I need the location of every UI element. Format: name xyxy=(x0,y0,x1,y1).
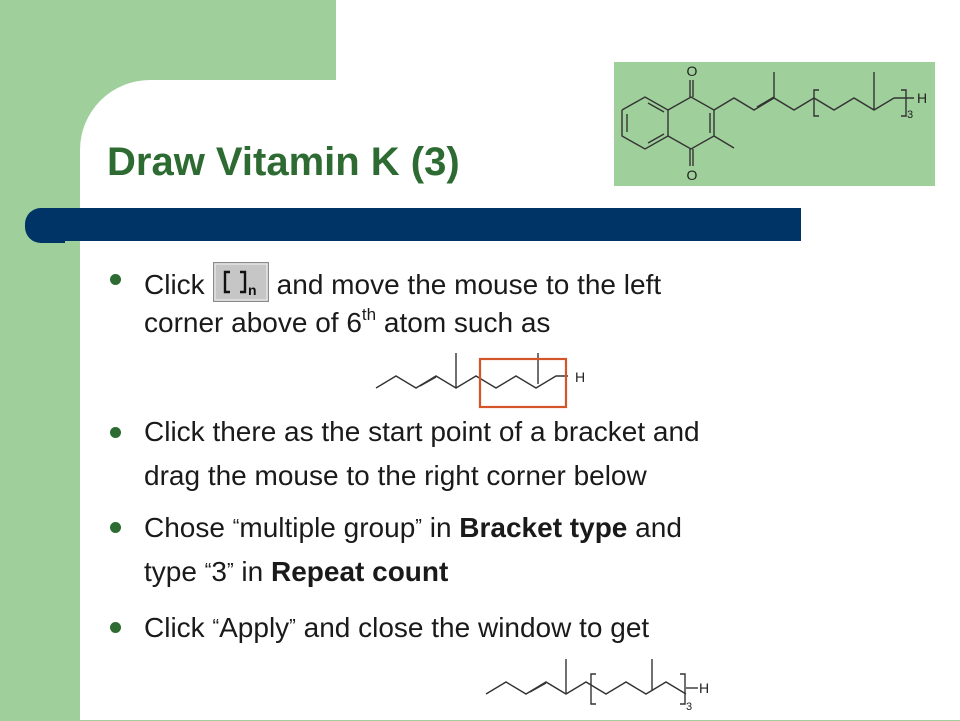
bullet xyxy=(110,522,121,533)
step-3-text-e: type xyxy=(144,556,205,587)
step-3-line-2 xyxy=(144,554,448,589)
slide-title: Draw Vitamin K (3) xyxy=(107,140,460,184)
step-3-text-c: in xyxy=(421,512,460,543)
apply-label: Apply xyxy=(219,612,290,643)
repeat-count-label: Repeat count xyxy=(270,556,449,587)
oxygen-top-label: O xyxy=(686,63,698,79)
vitamin-k-structure xyxy=(614,62,935,186)
step-1-line-2 xyxy=(144,306,550,340)
step-1-line-1 xyxy=(144,262,661,302)
step-3-text-d: and xyxy=(627,512,682,543)
repeat-subscript: 3 xyxy=(907,109,914,121)
hydrogen-label: H xyxy=(699,680,710,696)
repeat-value: 3 xyxy=(211,556,227,587)
close-quote: ” xyxy=(226,560,234,582)
hydrogen-label: H xyxy=(575,369,586,385)
svg-text:n: n xyxy=(247,282,257,298)
open-quote: “ xyxy=(232,516,240,538)
hydrogen-label: H xyxy=(917,90,928,106)
bullet xyxy=(110,274,121,285)
step-3-option-name: multiple group xyxy=(239,512,416,543)
step-2-line-2: drag the mouse to the right corner below xyxy=(144,460,647,491)
step-4-text-a: Click xyxy=(144,612,213,643)
ordinal-suffix: th xyxy=(361,305,377,324)
title-divider-tail xyxy=(25,225,65,243)
step-3-text-f: in xyxy=(233,556,271,587)
bracket-type-label: Bracket type xyxy=(459,512,628,543)
title-divider-bar xyxy=(25,208,801,241)
step-1-text-d: atom such as xyxy=(376,307,551,338)
oxygen-bottom-label: O xyxy=(686,167,698,183)
chain-example-highlight xyxy=(370,348,600,419)
step-4-line-1 xyxy=(144,610,649,645)
bullet xyxy=(110,622,121,633)
repeat-subscript: 3 xyxy=(686,701,693,713)
bullet xyxy=(110,427,121,438)
step-1-text-b: and move the mouse to the left xyxy=(276,269,662,300)
highlight-box xyxy=(480,359,566,407)
close-quote: ” xyxy=(289,616,296,638)
step-1-text-c: corner above of 6 xyxy=(144,307,362,338)
step-3-line-1 xyxy=(144,510,682,545)
step-4-text-c: and close the window to get xyxy=(295,612,650,643)
open-quote: “ xyxy=(204,560,212,582)
close-quote: ” xyxy=(415,516,422,538)
bracket-tool-icon xyxy=(213,262,269,302)
step-2-line-1: Click there as the start point of a bracket and xyxy=(144,416,700,447)
open-quote: “ xyxy=(212,616,220,638)
step-1-text-a: Click xyxy=(144,269,205,300)
chain-example-result xyxy=(480,654,720,721)
step-3-text-a: Chose xyxy=(144,512,233,543)
